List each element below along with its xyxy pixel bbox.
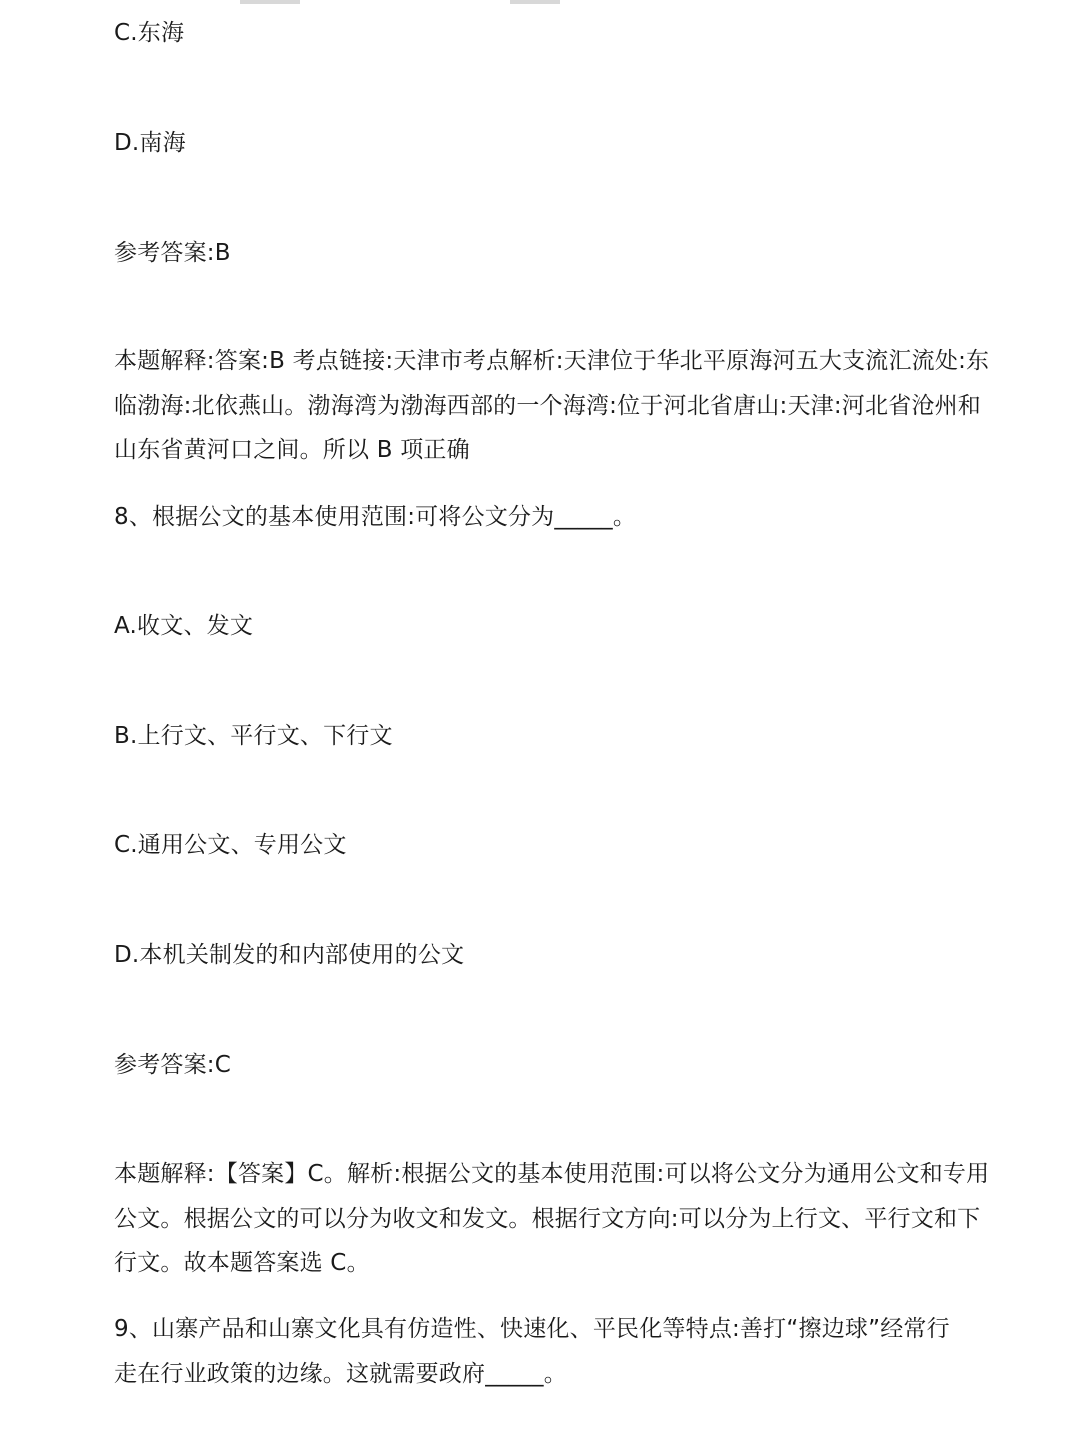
q8-explanation-line: 本题解释:【答案】C。解析:根据公文的基本使用范围:可以将公文分为通用公文和专用 [114, 1161, 990, 1187]
q8-option-c: C.通用公文、专用公文 [114, 832, 347, 858]
q8-explanation-line: 行文。故本题答案选 C。 [114, 1250, 370, 1276]
q7-explanation-line: 临渤海:北依燕山。渤海湾为渤海西部的一个海湾:位于河北省唐山:天津:河北省沧州和 [114, 392, 981, 419]
q7-option-c: C.东海 [114, 20, 185, 46]
q8-reference-answer: 参考答案:C [114, 1052, 232, 1078]
cropped-text-fragment [510, 0, 560, 4]
q9-question [114, 1307, 964, 1396]
q8-option-b: B.上行文、平行文、下行文 [114, 723, 393, 749]
q9-question-line: 走在行业政策的边缘。这就需要政府_____。 [114, 1360, 567, 1387]
q8-explanation [114, 1152, 990, 1286]
q8-explanation-line: 公文。根据公文的可以分为收文和发文。根据行文方向:可以分为上行文、平行文和下 [114, 1205, 981, 1232]
q7-option-d: D.南海 [114, 130, 186, 156]
q9-question-line: 9、山寨产品和山寨文化具有仿造性、快速化、平民化等特点:善打“擦边球”经常行 [114, 1316, 950, 1342]
q8-question: 8、根据公文的基本使用范围:可将公文分为_____。 [114, 504, 637, 530]
cropped-text-fragment [240, 0, 300, 4]
q7-explanation-line: 山东省黄河口之间。所以 B 项正确 [114, 437, 470, 463]
q7-explanation-line: 本题解释:答案:B 考点链接:天津市考点解析:天津位于华北平原海河五大支流汇流处:东 [114, 348, 990, 374]
q8-option-d: D.本机关制发的和内部使用的公文 [114, 942, 465, 968]
q7-explanation [114, 339, 990, 473]
q7-reference-answer: 参考答案:B [114, 240, 231, 266]
q8-option-a: A.收文、发文 [114, 613, 254, 639]
